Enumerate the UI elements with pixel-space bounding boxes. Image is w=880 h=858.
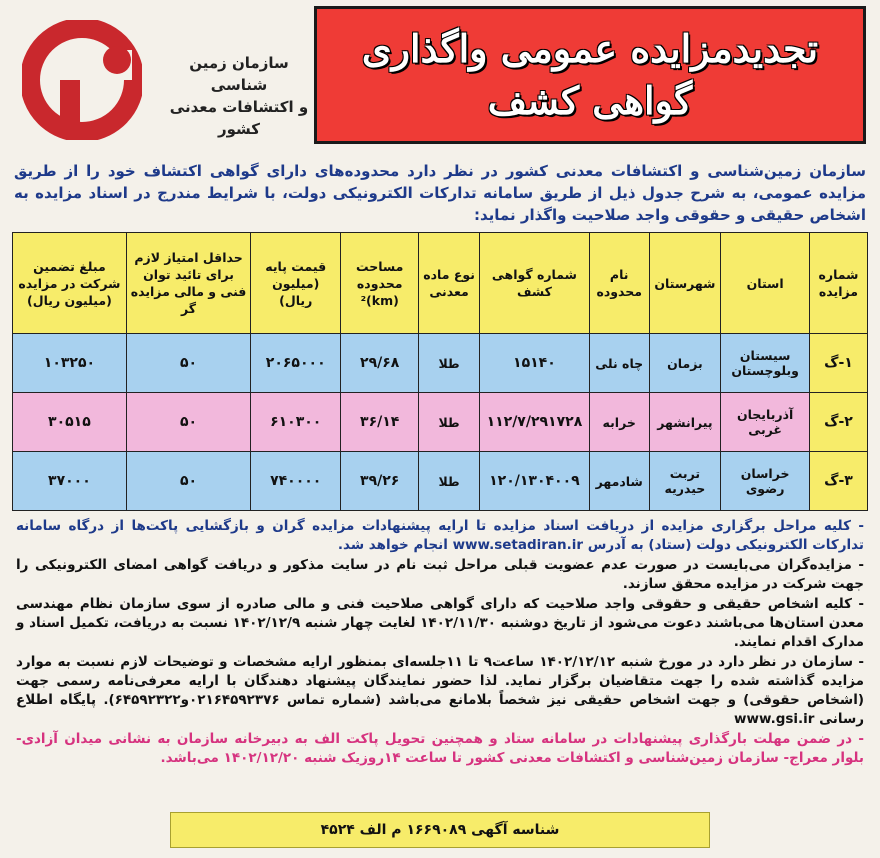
cell-province: سیستان وبلوچستان bbox=[721, 334, 810, 393]
cell-min-score: ۵۰ bbox=[126, 452, 250, 511]
cell-area: ۲۹/۶۸ bbox=[341, 334, 419, 393]
cell-mineral: طلا bbox=[419, 334, 480, 393]
header-area-size: مساحت محدوده (km)² bbox=[341, 233, 419, 334]
organization-name bbox=[164, 52, 314, 140]
cell-city: تربت حیدریه bbox=[649, 452, 721, 511]
cell-mineral: طلا bbox=[419, 452, 480, 511]
cell-area-name: چاه نلی bbox=[589, 334, 649, 393]
cell-id: ۲-گ bbox=[809, 393, 867, 452]
cell-area: ۳۹/۲۶ bbox=[341, 452, 419, 511]
title-line-1: تجدیدمزایده عمومی واگذاری bbox=[361, 26, 819, 71]
cell-certificate: ۱۲۰/۱۳۰۴۰۰۹ bbox=[479, 452, 589, 511]
cell-id: ۳-گ bbox=[809, 452, 867, 511]
cell-guarantee: ۳۷۰۰۰ bbox=[13, 452, 127, 511]
cell-certificate: ۱۱۲/۷/۲۹۱۷۲۸ bbox=[479, 393, 589, 452]
auction-table bbox=[12, 232, 868, 511]
note-item: - در ضمن مهلت بارگذاری پیشنهادات در سامانه ستاد و همچنین تحویل پاکت الف به دبیرخانه سازمان به نشانی میدان آزادی- بلوار معراج- سازمان زمین‌شناسی و اکتشافات معدنی کشور تا ساعت ۱۴روزیک شنبه ۱۴۰۲/۱۲/۲۰ می‌باشد. bbox=[16, 731, 864, 766]
intro-paragraph: سازمان زمین‌شناسی و اکتشافات معدنی کشور در نظر دارد محدوده‌های دارای گواهی اکتشاف خود را از طریق مزایده عمومی، به شرح جدول ذیل از طریق سامانه تدارکات الکترونیکی دولت، با شرایط مندرج در اسناد مزایده به اشخاص حقیقی و حقوقی واجد صلاحیت واگذار نماید: bbox=[14, 162, 866, 224]
note-item: - کلیه مراحل برگزاری مزایده از دریافت اسناد مزایده تا ارایه پیشنهادات مزایده گران و بازگشایی پاکت‌ها از درگاه سامانه تدارکات الکترونیکی دولت (ستاد) به آدرس www.setadiran.ir انجام خواهد شد. bbox=[16, 518, 864, 553]
gsi-logo-icon bbox=[22, 20, 142, 140]
cell-area-name: خرابه bbox=[589, 393, 649, 452]
cell-min-score: ۵۰ bbox=[126, 393, 250, 452]
organization-line-1: سازمان زمین شناسی bbox=[189, 54, 289, 94]
cell-area: ۳۶/۱۴ bbox=[341, 393, 419, 452]
header-guarantee: مبلغ تضمین شرکت در مزایده (میلیون ریال) bbox=[13, 233, 127, 334]
note-item: - کلیه اشخاص حقیقی و حقوقی واجد صلاحیت که دارای گواهی صلاحیت فنی و مالی صادره از سوی سازمان نظام مهندسی معدن استان‌ها می‌باشند دعوت می‌شود از تاریخ دوشنبه ۱۴۰۲/۱۱/۳۰ لغایت چهار شنبه ۱۴۰۲/۱۲/۹ نسبت به دریافت، تکمیل اسناد و مدارک اقدام نمایند. bbox=[16, 596, 864, 650]
table-row bbox=[13, 393, 868, 452]
header-city: شهرستان bbox=[649, 233, 721, 334]
table-row bbox=[13, 452, 868, 511]
note-item: - سازمان در نظر دارد در مورخ شنبه ۱۴۰۲/۱۲/۱۲ ساعت۹ تا ۱۱جلسه‌ای بمنظور ارایه مشخصات و توضیحات لازم نسبت به موارد مزایده گذاشته شده را جهت متقاضیان برگزار نماید. لذا حضور نمایندگان پیشنهاد دهندگان با ارایه معرفی‌نامه رسمی جهت (اشخاص حقوقی) و جهت اشخاص حقیقی نیز شخصاً بلامانع می‌باشد (شماره تماس ۰۲۱۶۴۵۹۲۳۷۶و۶۴۵۹۲۳۲۲). پایگاه اطلاع رسانی www.gsi.ir bbox=[16, 654, 865, 727]
title-line-2: گواهی کشف bbox=[487, 78, 693, 123]
notes bbox=[16, 517, 864, 768]
cell-province: خراسان رضوی bbox=[721, 452, 810, 511]
cell-id: ۱-گ bbox=[809, 334, 867, 393]
cell-base-price: ۷۴۰۰۰۰ bbox=[251, 452, 341, 511]
cell-city: بزمان bbox=[649, 334, 721, 393]
header-certificate: شماره گواهی کشف bbox=[479, 233, 589, 334]
table-header-row bbox=[13, 233, 868, 334]
cell-province: آذربایجان غربی bbox=[721, 393, 810, 452]
organization-line-2: و اکتشافات معدنی کشور bbox=[169, 98, 309, 138]
header-mineral: نوع ماده معدنی bbox=[419, 233, 480, 334]
ad-id-footer: شناسه آگهی ۱۶۶۹۰۸۹ م الف ۴۵۲۴ bbox=[170, 812, 710, 848]
header-min-score: حداقل امتیاز لازم برای تائید توان فنی و مالی مزایده گر bbox=[126, 233, 250, 334]
logo-area bbox=[14, 12, 314, 142]
table-row bbox=[13, 334, 868, 393]
title-banner bbox=[314, 6, 866, 144]
cell-mineral: طلا bbox=[419, 393, 480, 452]
cell-guarantee: ۱۰۳۲۵۰ bbox=[13, 334, 127, 393]
header-auction-number: شماره مزایده bbox=[809, 233, 867, 334]
header-province: استان bbox=[721, 233, 810, 334]
header-base-price: قیمت پایه (میلیون ریال) bbox=[251, 233, 341, 334]
cell-city: پیرانشهر bbox=[649, 393, 721, 452]
cell-min-score: ۵۰ bbox=[126, 334, 250, 393]
note-item: - مزایده‌گران می‌بایست در صورت عدم عضویت قبلی مراحل ثبت نام در سایت مذکور و دریافت گواهی امضای الکترونیکی را جهت شرکت در مزایده محقق سازند. bbox=[16, 557, 864, 592]
cell-base-price: ۲۰۶۵۰۰۰ bbox=[251, 334, 341, 393]
header-area-name: نام محدوده bbox=[589, 233, 649, 334]
header bbox=[8, 6, 872, 150]
cell-certificate: ۱۵۱۴۰ bbox=[479, 334, 589, 393]
cell-area-name: شادمهر bbox=[589, 452, 649, 511]
cell-base-price: ۶۱۰۳۰۰ bbox=[251, 393, 341, 452]
cell-guarantee: ۳۰۵۱۵ bbox=[13, 393, 127, 452]
